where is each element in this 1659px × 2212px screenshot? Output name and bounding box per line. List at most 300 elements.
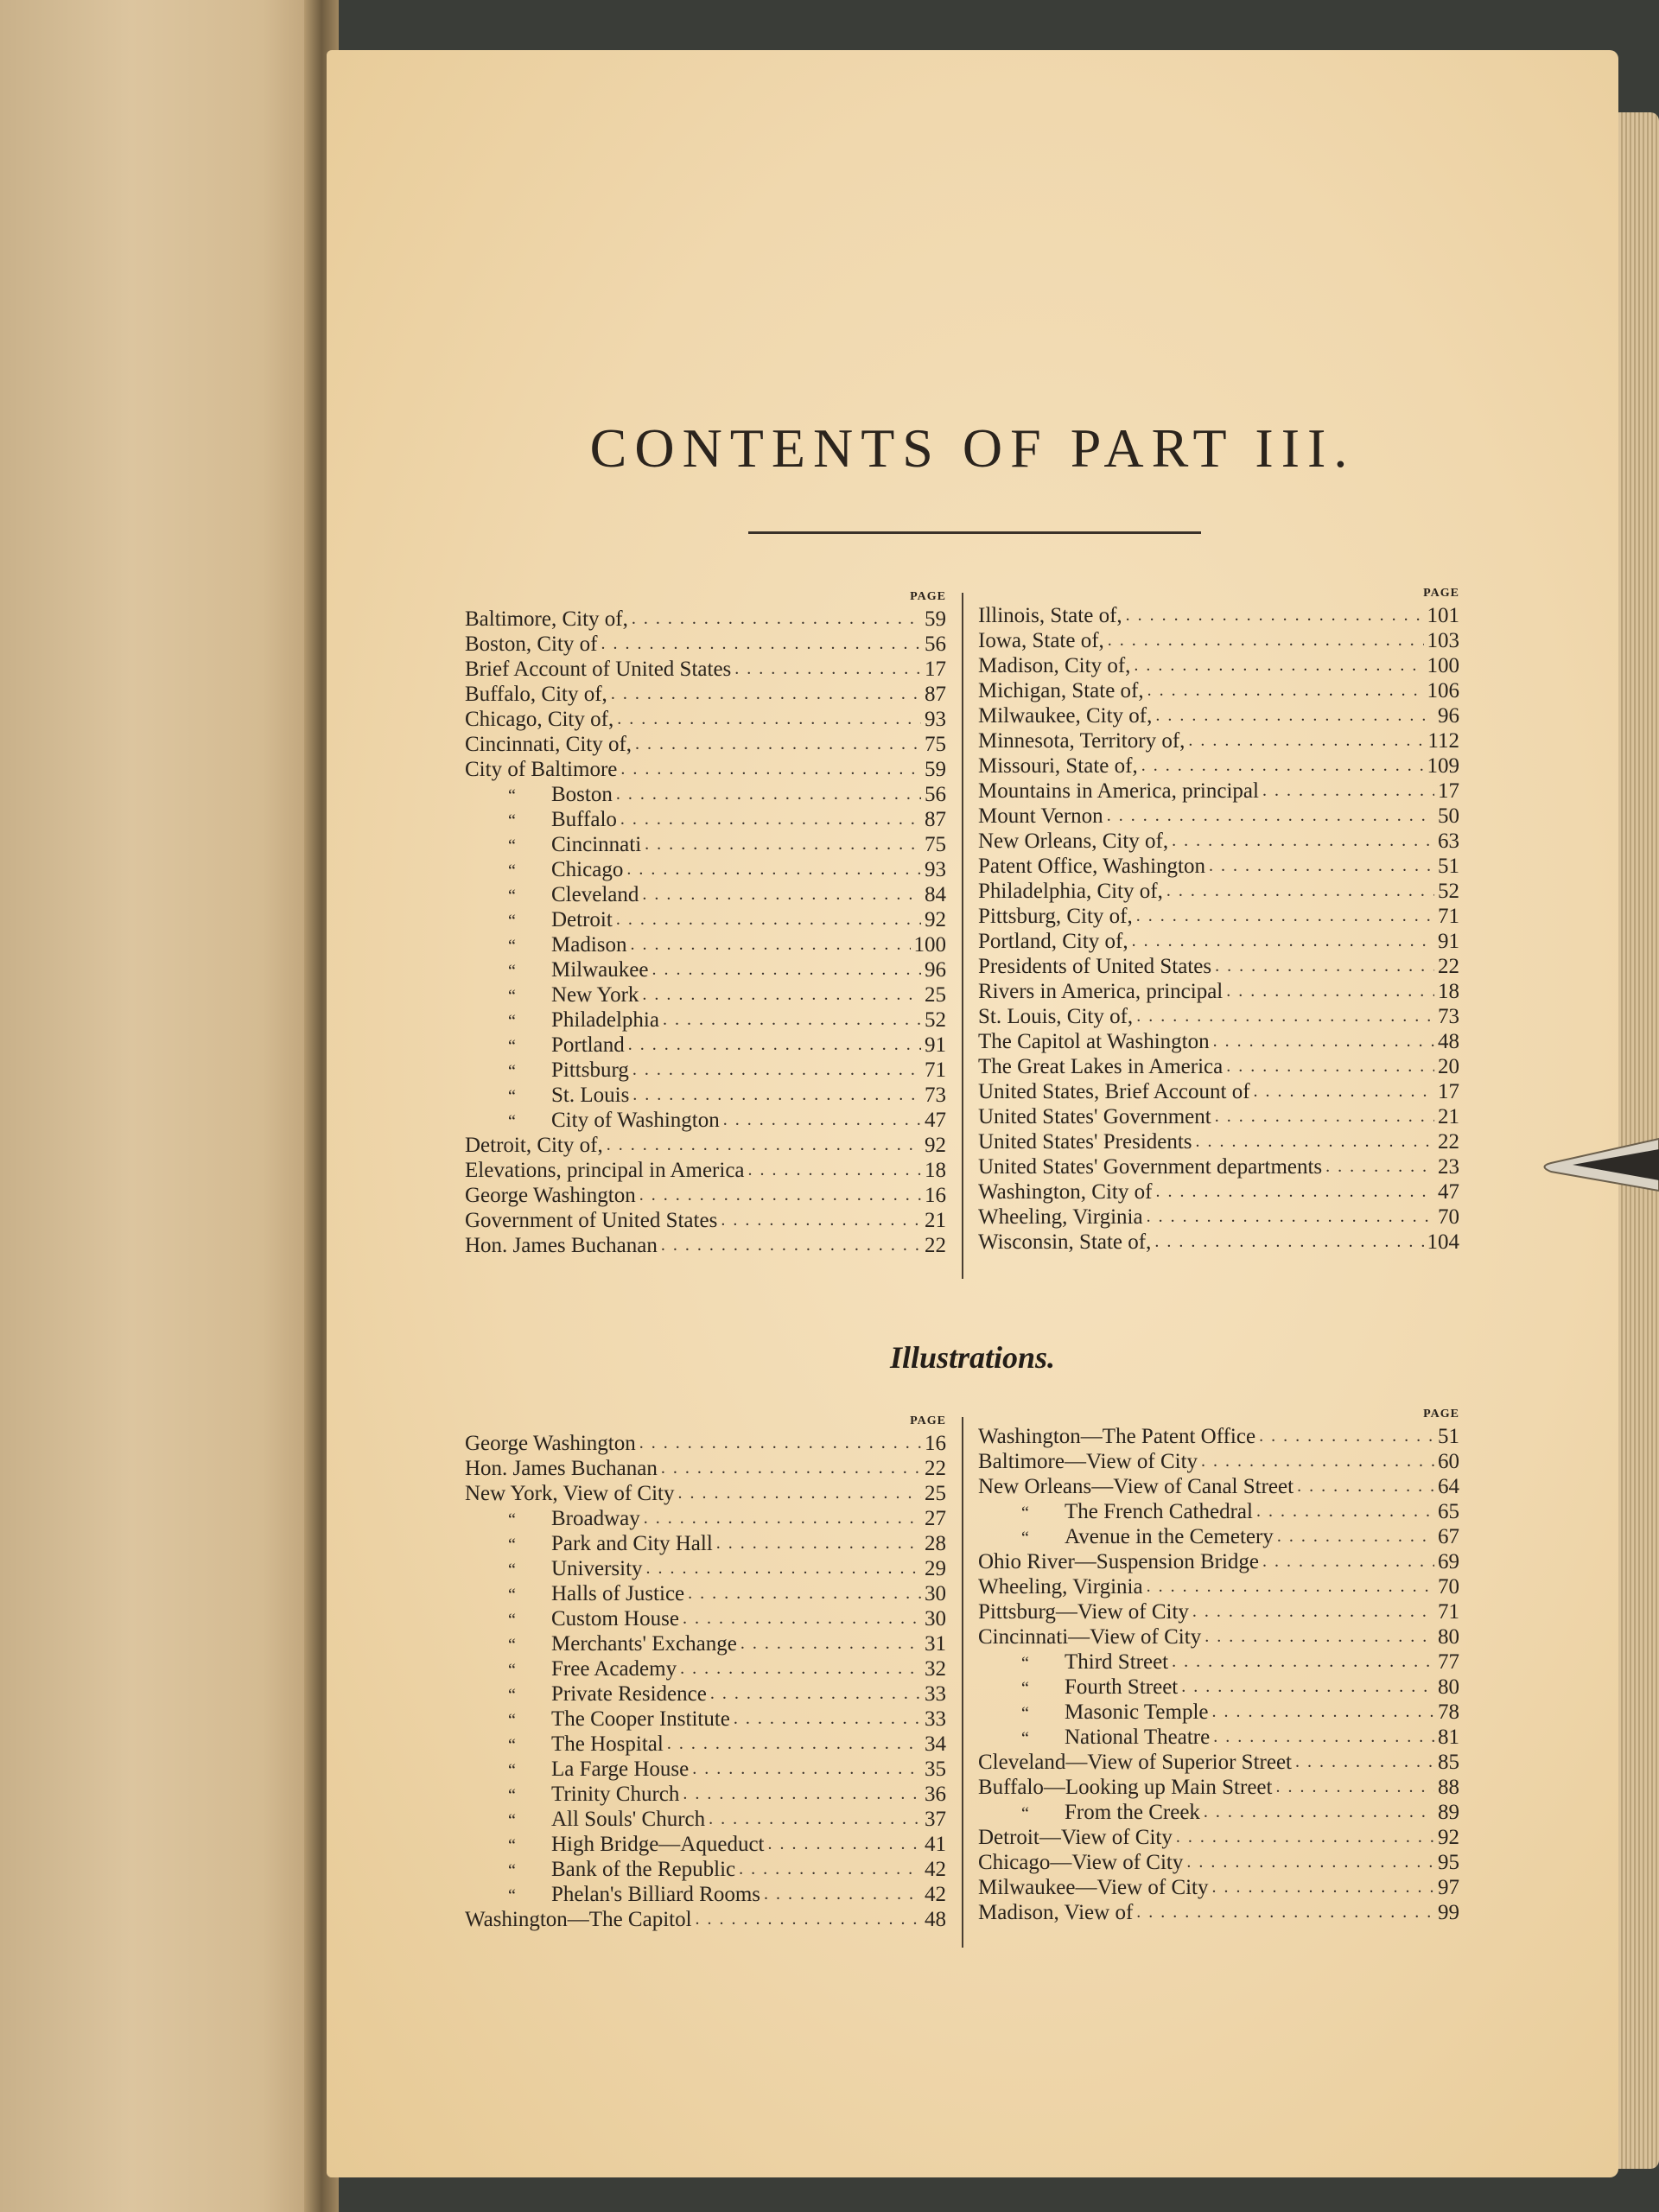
ditto-mark: “ <box>508 987 516 1006</box>
toc-entry <box>465 657 946 682</box>
entry-page-number: 91 <box>1438 930 1459 953</box>
toc-entry <box>465 1882 946 1907</box>
page-column-header: PAGE <box>910 1414 946 1427</box>
toc-entry <box>465 1007 946 1033</box>
entry-page-number: 100 <box>913 933 946 957</box>
entry-label <box>465 1007 659 1033</box>
entry-page-number: 33 <box>925 1682 946 1706</box>
entry-text: Fourth Street <box>1065 1675 1179 1699</box>
entry-text: Free Academy <box>551 1657 677 1681</box>
page-column-header: PAGE <box>1423 1408 1459 1421</box>
toc-entry <box>978 628 1459 653</box>
entry-text: From the Creek <box>1065 1801 1200 1824</box>
entry-label <box>978 653 1130 678</box>
entry-page-number: 77 <box>1438 1650 1459 1674</box>
dot-leader <box>667 1732 921 1757</box>
entry-text: Ohio River—Suspension Bridge <box>978 1550 1259 1573</box>
dot-leader <box>1212 1875 1434 1900</box>
entry-text: Broadway <box>551 1507 640 1530</box>
dot-leader <box>1126 603 1424 628</box>
entry-page-number: 52 <box>925 1008 946 1032</box>
entry-label <box>978 1424 1255 1449</box>
dot-leader <box>1209 854 1434 879</box>
entry-page-number: 64 <box>1438 1475 1459 1498</box>
entry-label <box>465 1133 603 1158</box>
toc-entry <box>978 1750 1459 1775</box>
entry-page-number: 97 <box>1438 1876 1459 1899</box>
entry-page-number: 17 <box>1438 1080 1459 1103</box>
ditto-mark: “ <box>508 1535 516 1554</box>
toc-entry <box>978 1649 1459 1675</box>
dot-leader <box>1215 954 1434 979</box>
dot-leader <box>1172 1649 1434 1675</box>
entry-page-number: 42 <box>925 1858 946 1881</box>
entry-label <box>465 1581 684 1606</box>
entry-page-number: 20 <box>1438 1055 1459 1078</box>
entry-label <box>465 632 598 657</box>
entry-label <box>978 1029 1210 1054</box>
ditto-mark: “ <box>508 1686 516 1705</box>
entry-text: New Orleans—View of Canal Street <box>978 1475 1294 1498</box>
entry-page-number: 80 <box>1438 1675 1459 1699</box>
entry-label <box>978 703 1152 728</box>
dot-leader <box>646 1556 921 1581</box>
entry-page-number: 109 <box>1427 754 1459 778</box>
dot-leader <box>1155 703 1434 728</box>
dot-leader <box>710 1681 921 1707</box>
entry-text: United States, Brief Account of <box>978 1080 1250 1103</box>
entry-label <box>978 1599 1189 1624</box>
ditto-mark: “ <box>508 1661 516 1680</box>
entry-label <box>465 1083 629 1108</box>
entry-label <box>465 1506 640 1531</box>
entry-label <box>465 1058 629 1083</box>
entry-page-number: 48 <box>1438 1030 1459 1053</box>
entry-text: Presidents of United States <box>978 955 1212 978</box>
entry-text: United States' Government <box>978 1105 1211 1128</box>
entry-page-number: 34 <box>925 1732 946 1756</box>
dot-leader <box>620 757 921 782</box>
entry-label <box>978 603 1122 628</box>
dot-leader <box>632 607 921 632</box>
entry-page-number: 27 <box>925 1507 946 1530</box>
ditto-mark: “ <box>508 1886 516 1905</box>
entry-text: La Farge House <box>551 1758 690 1781</box>
entry-label <box>465 682 607 707</box>
entry-text: Baltimore, City of, <box>465 607 628 631</box>
entry-text: Hon. James Buchanan <box>465 1457 658 1480</box>
dot-leader <box>1254 1079 1434 1104</box>
toc-entry <box>978 753 1459 779</box>
dot-leader <box>652 957 921 982</box>
entry-label <box>465 757 617 782</box>
entry-text: Rivers in America, principal <box>978 980 1224 1003</box>
entry-page-number: 36 <box>925 1783 946 1806</box>
entry-text: Buffalo <box>551 808 617 831</box>
toc-entry <box>978 1079 1459 1104</box>
toc-entry <box>465 1907 946 1932</box>
entry-text: Washington, City of <box>978 1180 1153 1204</box>
entry-label <box>465 1782 679 1807</box>
toc-entry <box>465 1108 946 1133</box>
dot-leader <box>1213 1725 1434 1750</box>
toc-entry <box>465 732 946 757</box>
entry-text: Park and City Hall <box>551 1532 713 1555</box>
toc-entry <box>465 907 946 932</box>
entry-page-number: 48 <box>925 1908 946 1931</box>
entry-page-number: 23 <box>1438 1155 1459 1179</box>
illustrations-heading: Illustrations. <box>889 1340 1056 1375</box>
dot-leader <box>748 1158 921 1183</box>
entry-label <box>978 804 1103 829</box>
toc-entry <box>465 1083 946 1108</box>
entry-label <box>978 1499 1253 1524</box>
entry-page-number: 87 <box>925 808 946 831</box>
toc-entry <box>978 1875 1459 1900</box>
dot-leader <box>716 1531 921 1556</box>
entry-label <box>978 929 1128 954</box>
dot-leader <box>1136 1900 1434 1925</box>
ditto-mark: “ <box>508 1510 516 1529</box>
dot-leader <box>1277 1524 1434 1549</box>
entry-page-number: 42 <box>925 1883 946 1906</box>
entry-text: Portland, City of, <box>978 930 1128 953</box>
toc-entry <box>978 1800 1459 1825</box>
ditto-mark: “ <box>508 1711 516 1730</box>
dot-leader <box>611 682 921 707</box>
entry-text: Chicago, City of, <box>465 708 614 731</box>
entry-page-number: 22 <box>1438 1130 1459 1154</box>
entry-text: St. Louis <box>551 1084 630 1107</box>
dot-leader <box>1201 1449 1434 1474</box>
toc-entry <box>978 653 1459 678</box>
entry-page-number: 100 <box>1427 654 1459 677</box>
entry-text: Detroit, City of, <box>465 1134 603 1157</box>
toc-entry <box>978 1574 1459 1599</box>
toc-entry <box>465 1506 946 1531</box>
toc-entry <box>978 1825 1459 1850</box>
column-divider <box>962 593 963 1279</box>
dot-leader <box>1205 1624 1434 1649</box>
dot-leader <box>1212 1700 1434 1725</box>
entry-label <box>465 1233 658 1258</box>
entry-page-number: 22 <box>1438 955 1459 978</box>
entry-label <box>978 1850 1183 1875</box>
dot-leader <box>1259 1424 1434 1449</box>
entry-page-number: 52 <box>1438 880 1459 903</box>
entry-label <box>978 954 1211 979</box>
ditto-mark: “ <box>508 1786 516 1805</box>
dot-leader <box>1204 1800 1434 1825</box>
entry-label <box>978 904 1133 929</box>
entry-text: Mountains in America, principal <box>978 779 1259 803</box>
dot-leader <box>1132 929 1434 954</box>
dot-leader <box>1186 1850 1434 1875</box>
entry-text: Baltimore—View of City <box>978 1450 1198 1473</box>
toc-entry <box>465 1233 946 1258</box>
entry-label <box>978 628 1104 653</box>
entry-text: The Capitol at Washington <box>978 1030 1210 1053</box>
entry-page-number: 21 <box>1438 1105 1459 1128</box>
entry-page-number: 89 <box>1438 1801 1459 1824</box>
entry-page-number: 96 <box>1438 704 1459 728</box>
entry-page-number: 41 <box>925 1833 946 1856</box>
entry-text: All Souls' Church <box>551 1808 706 1831</box>
entry-page-number: 25 <box>925 983 946 1007</box>
entry-text: United States' Presidents <box>978 1130 1192 1154</box>
toc-entry <box>465 1656 946 1681</box>
ditto-mark: “ <box>508 912 516 931</box>
contents-left-column <box>465 588 946 1258</box>
toc-entry <box>465 782 946 807</box>
ditto-mark: “ <box>1021 1529 1029 1548</box>
entry-text: Portland <box>551 1033 625 1057</box>
entry-text: George Washington <box>465 1184 636 1207</box>
contents-right-column <box>978 584 1459 1255</box>
entry-label <box>978 1154 1322 1179</box>
entry-page-number: 71 <box>1438 905 1459 928</box>
dot-leader <box>734 657 921 682</box>
entry-text: Patent Office, Washington <box>978 855 1205 878</box>
toc-entry <box>465 1757 946 1782</box>
entry-text: Private Residence <box>551 1682 707 1706</box>
toc-entry <box>465 1606 946 1631</box>
entry-text: Michigan, State of, <box>978 679 1144 702</box>
toc-entry <box>978 1900 1459 1925</box>
toc-entry <box>978 854 1459 879</box>
toc-entry <box>978 1154 1459 1179</box>
entry-label <box>465 1033 625 1058</box>
entry-label <box>465 782 613 807</box>
entry-text: Wheeling, Virginia <box>978 1575 1143 1599</box>
page-title: CONTENTS OF PART III. <box>589 417 1356 479</box>
entry-label <box>465 932 627 957</box>
entry-label <box>465 1606 679 1631</box>
dot-leader <box>1172 829 1434 854</box>
entry-page-number: 28 <box>925 1532 946 1555</box>
dot-leader <box>1192 1599 1434 1624</box>
toc-entry <box>978 1675 1459 1700</box>
entry-page-number: 65 <box>1438 1500 1459 1523</box>
toc-entry <box>465 1807 946 1832</box>
ditto-mark: “ <box>508 1836 516 1855</box>
entry-page-number: 30 <box>925 1607 946 1630</box>
entry-label <box>978 1079 1250 1104</box>
entry-label <box>978 979 1223 1004</box>
entry-label <box>978 1524 1274 1549</box>
entry-text: Philadelphia <box>551 1008 659 1032</box>
toc-entry <box>465 1183 946 1208</box>
ditto-mark: “ <box>1021 1503 1029 1522</box>
entry-text: Madison, City of, <box>978 654 1131 677</box>
entry-page-number: 35 <box>925 1758 946 1781</box>
entry-text: Phelan's Billiard Rooms <box>551 1883 761 1906</box>
entry-page-number: 67 <box>1438 1525 1459 1548</box>
entry-text: City of Baltimore <box>465 758 618 781</box>
ditto-mark: “ <box>508 887 516 906</box>
toc-entry <box>465 1431 946 1456</box>
bookmark-icon <box>1534 1130 1659 1199</box>
entry-page-number: 80 <box>1438 1625 1459 1649</box>
toc-entry <box>978 1524 1459 1549</box>
toc-entry <box>978 703 1459 728</box>
dot-leader <box>1213 1029 1434 1054</box>
dot-leader <box>1262 779 1434 804</box>
entry-text: Halls of Justice <box>551 1582 685 1605</box>
dot-leader <box>631 932 911 957</box>
dot-leader <box>639 1183 921 1208</box>
entry-page-number: 101 <box>1427 604 1459 627</box>
entry-text: Masonic Temple <box>1065 1700 1209 1724</box>
entry-text: Pittsburg—View of City <box>978 1600 1189 1624</box>
entry-page-number: 99 <box>1438 1901 1459 1924</box>
dot-leader <box>688 1581 921 1606</box>
toc-entry <box>465 1058 946 1083</box>
entry-text: Washington—The Capitol <box>465 1908 692 1931</box>
entry-label <box>465 957 648 982</box>
entry-page-number: 78 <box>1438 1700 1459 1724</box>
entry-text: Milwaukee <box>551 958 649 982</box>
dot-leader <box>721 1208 921 1233</box>
dot-leader <box>680 1656 921 1681</box>
column-divider <box>962 1417 963 1948</box>
toc-entry <box>465 1208 946 1233</box>
entry-label <box>978 1725 1210 1750</box>
toc-entry <box>465 1481 946 1506</box>
dot-leader <box>709 1807 921 1832</box>
entry-label <box>978 1179 1152 1205</box>
entry-page-number: 81 <box>1438 1726 1459 1749</box>
ditto-mark: “ <box>508 1560 516 1580</box>
toc-entry <box>465 982 946 1007</box>
entry-text: Chicago <box>551 858 624 881</box>
entry-label <box>978 1649 1168 1675</box>
toc-entry <box>465 1456 946 1481</box>
entry-label <box>978 1700 1209 1725</box>
entry-page-number: 70 <box>1438 1205 1459 1229</box>
ditto-mark: “ <box>1021 1729 1029 1748</box>
entry-page-number: 16 <box>925 1432 946 1455</box>
entry-page-number: 59 <box>925 758 946 781</box>
toc-entry <box>978 1474 1459 1499</box>
toc-entry <box>465 607 946 632</box>
ditto-mark: “ <box>508 1811 516 1830</box>
dot-leader <box>1297 1474 1434 1499</box>
toc-entry <box>465 932 946 957</box>
entry-page-number: 92 <box>1438 1826 1459 1849</box>
dot-leader <box>696 1907 921 1932</box>
ditto-mark: “ <box>508 1037 516 1056</box>
entry-text: New York, View of City <box>465 1482 675 1505</box>
entry-label <box>978 1129 1192 1154</box>
toc-entry <box>978 804 1459 829</box>
dot-leader <box>635 732 921 757</box>
toc-entry <box>978 929 1459 954</box>
entry-label <box>465 1456 658 1481</box>
dot-leader <box>601 632 922 657</box>
entry-text: United States' Government departments <box>978 1155 1323 1179</box>
entry-text: Madison, View of <box>978 1901 1134 1924</box>
toc-entry <box>978 603 1459 628</box>
entry-label <box>978 1549 1259 1574</box>
dot-leader <box>1188 728 1424 753</box>
illustrations-left-column <box>465 1412 946 1932</box>
dot-leader <box>739 1857 921 1882</box>
entry-page-number: 93 <box>925 858 946 881</box>
entry-page-number: 56 <box>925 783 946 806</box>
entry-label <box>465 1882 760 1907</box>
dot-leader <box>767 1832 921 1857</box>
ditto-mark: “ <box>508 1636 516 1655</box>
ditto-mark: “ <box>508 1087 516 1106</box>
entry-label <box>978 1004 1133 1029</box>
entry-page-number: 75 <box>925 833 946 856</box>
entry-page-number: 16 <box>925 1184 946 1207</box>
ditto-mark: “ <box>508 786 516 805</box>
entry-page-number: 59 <box>925 607 946 631</box>
entry-text: Washington—The Patent Office <box>978 1425 1256 1448</box>
dot-leader <box>1134 653 1423 678</box>
toc-entry <box>465 1158 946 1183</box>
ditto-mark: “ <box>508 1012 516 1031</box>
entry-text: High Bridge—Aqueduct <box>551 1833 765 1856</box>
entry-page-number: 87 <box>925 683 946 706</box>
toc-entry <box>978 1700 1459 1725</box>
dot-leader <box>626 857 921 882</box>
dot-leader <box>639 1431 921 1456</box>
entry-text: New York <box>551 983 639 1007</box>
toc-entry <box>465 1033 946 1058</box>
entry-label <box>465 857 623 882</box>
entry-text: Cincinnati, City of, <box>465 733 632 756</box>
toc-entry <box>978 1850 1459 1875</box>
entry-page-number: 73 <box>925 1084 946 1107</box>
dot-leader <box>617 707 921 732</box>
dot-leader <box>683 1606 921 1631</box>
entry-text: Cincinnati—View of City <box>978 1625 1202 1649</box>
toc-entry <box>465 832 946 857</box>
dot-leader <box>661 1456 921 1481</box>
ditto-mark: “ <box>508 1861 516 1880</box>
entry-page-number: 73 <box>1438 1005 1459 1028</box>
entry-label <box>978 1775 1272 1800</box>
entry-label <box>465 1656 677 1681</box>
entry-label <box>465 1732 664 1757</box>
toc-entry <box>465 682 946 707</box>
entry-page-number: 18 <box>925 1159 946 1182</box>
dot-leader <box>1154 1230 1423 1255</box>
toc-entry <box>978 1499 1459 1524</box>
entry-page-number: 47 <box>925 1109 946 1132</box>
entry-label <box>465 1807 705 1832</box>
ditto-mark: “ <box>1021 1679 1029 1698</box>
entry-label <box>978 1054 1223 1079</box>
dot-leader <box>620 807 921 832</box>
toc-entry <box>465 882 946 907</box>
entry-text: Minnesota, Territory of, <box>978 729 1185 753</box>
entry-page-number: 25 <box>925 1482 946 1505</box>
entry-label <box>465 1556 643 1581</box>
toc-entry <box>978 678 1459 703</box>
entry-label <box>978 1825 1173 1850</box>
entry-text: University <box>551 1557 643 1580</box>
toc-entry <box>978 1624 1459 1649</box>
toc-entry <box>465 757 946 782</box>
entry-page-number: 31 <box>925 1632 946 1656</box>
toc-entry <box>978 1205 1459 1230</box>
toc-entry <box>978 904 1459 929</box>
entry-text: Pittsburg, City of, <box>978 905 1133 928</box>
